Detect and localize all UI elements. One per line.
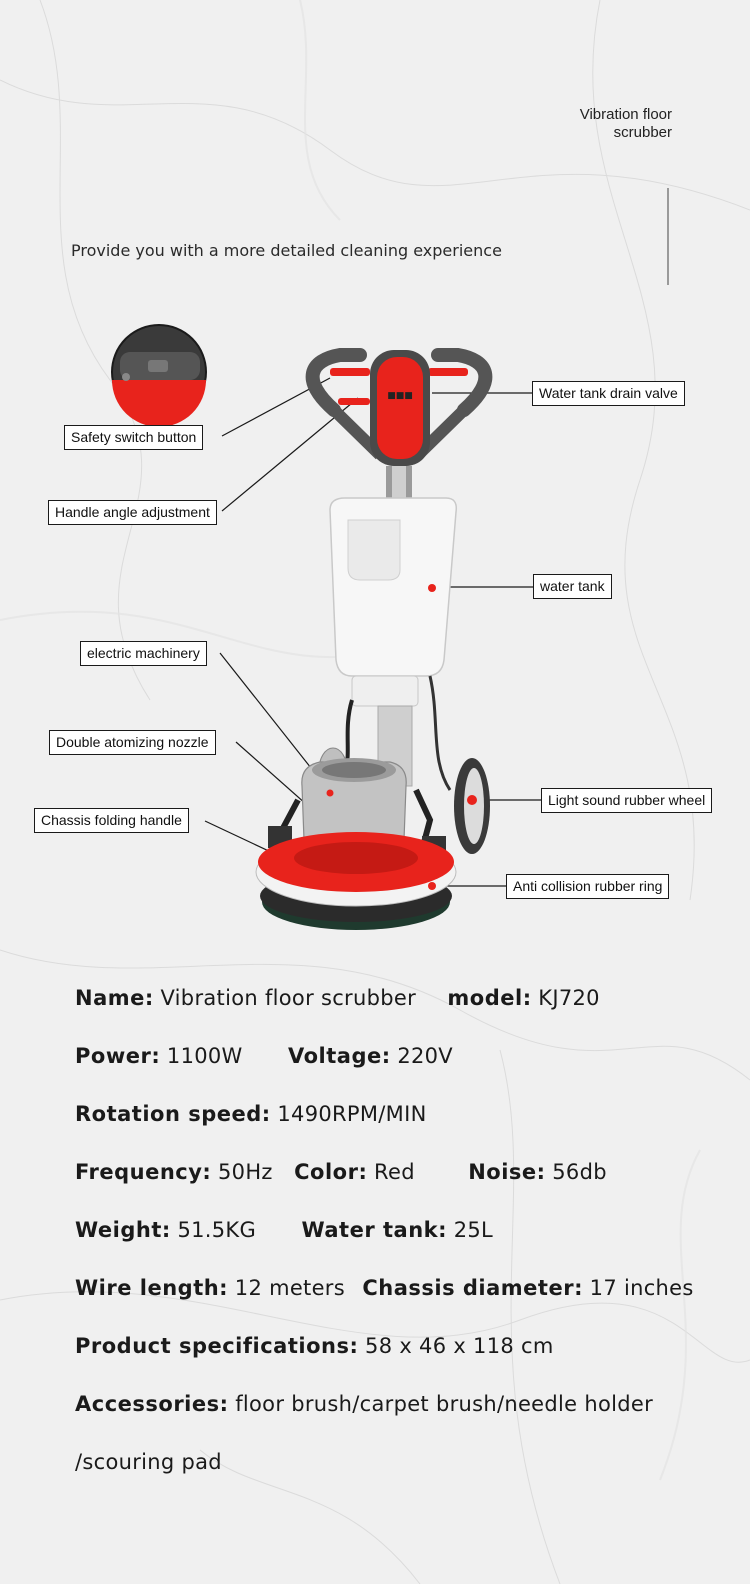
- spec-value: 58 x 46 x 118 cm: [365, 1334, 554, 1358]
- callout-nozzle: Double atomizing nozzle: [49, 730, 216, 755]
- spec-value: 220V: [397, 1044, 453, 1068]
- spec-label: model:: [447, 986, 532, 1010]
- callout-handle-angle: Handle angle adjustment: [48, 500, 217, 525]
- spec-label: Product specifications:: [75, 1334, 359, 1358]
- spec-value: 56db: [552, 1160, 607, 1184]
- spec-label: Frequency:: [75, 1160, 212, 1184]
- callout-ring: Anti collision rubber ring: [506, 874, 669, 899]
- spec-label: Chassis diameter:: [362, 1276, 583, 1300]
- spec-label: Wire length:: [75, 1276, 229, 1300]
- svg-text:■■■: ■■■: [387, 391, 413, 401]
- spec-row-frequency: [75, 1154, 735, 1212]
- spec-label: Weight:: [75, 1218, 171, 1242]
- spec-value: KJ720: [538, 986, 600, 1010]
- page-title-line2: scrubber: [613, 124, 672, 141]
- callout-drain-valve: Water tank drain valve: [532, 381, 685, 406]
- spec-value: floor brush/carpet brush/needle holder: [235, 1392, 654, 1416]
- spec-row-power: [75, 1038, 735, 1096]
- callout-safety-switch: Safety switch button: [64, 425, 203, 450]
- spec-row-product: [75, 1328, 735, 1386]
- callout-water-tank: water tank: [533, 574, 612, 599]
- zoom-detail-circle: [112, 325, 206, 427]
- spec-value: 17 inches: [589, 1276, 694, 1300]
- spec-row-name: [75, 980, 735, 1038]
- spec-value: 1100W: [166, 1044, 243, 1068]
- spec-label: Power:: [75, 1044, 161, 1068]
- spec-label: Water tank:: [301, 1218, 448, 1242]
- callout-wheel: Light sound rubber wheel: [541, 788, 712, 813]
- spec-row-wire: [75, 1270, 735, 1328]
- spec-value: 25L: [453, 1218, 494, 1242]
- spec-value: Vibration floor scrubber: [160, 986, 417, 1010]
- spec-list: [75, 980, 735, 1502]
- spec-row-accessories: [75, 1386, 735, 1444]
- spec-value: 1490RPM/MIN: [277, 1102, 427, 1126]
- spec-row-accessories-cont: [75, 1444, 735, 1502]
- spec-label: Rotation speed:: [75, 1102, 271, 1126]
- spec-label: Accessories:: [75, 1392, 229, 1416]
- spec-value: 12 meters: [234, 1276, 345, 1300]
- spec-label: Color:: [294, 1160, 368, 1184]
- callout-electric-machinery: electric machinery: [80, 641, 207, 666]
- page-title-line1: Vibration floor: [579, 106, 672, 123]
- spec-row-weight: [75, 1212, 735, 1270]
- spec-label: Noise:: [468, 1160, 546, 1184]
- spec-value: 50Hz: [218, 1160, 273, 1184]
- subtitle: Provide you with a more detailed cleaning experience: [71, 241, 502, 260]
- spec-value: /scouring pad: [75, 1450, 222, 1474]
- spec-value: 51.5KG: [177, 1218, 257, 1242]
- spec-label: Voltage:: [288, 1044, 391, 1068]
- spec-label: Name:: [75, 986, 154, 1010]
- spec-value: Red: [374, 1160, 415, 1184]
- spec-row-speed: [75, 1096, 735, 1154]
- callout-folding-handle: Chassis folding handle: [34, 808, 189, 833]
